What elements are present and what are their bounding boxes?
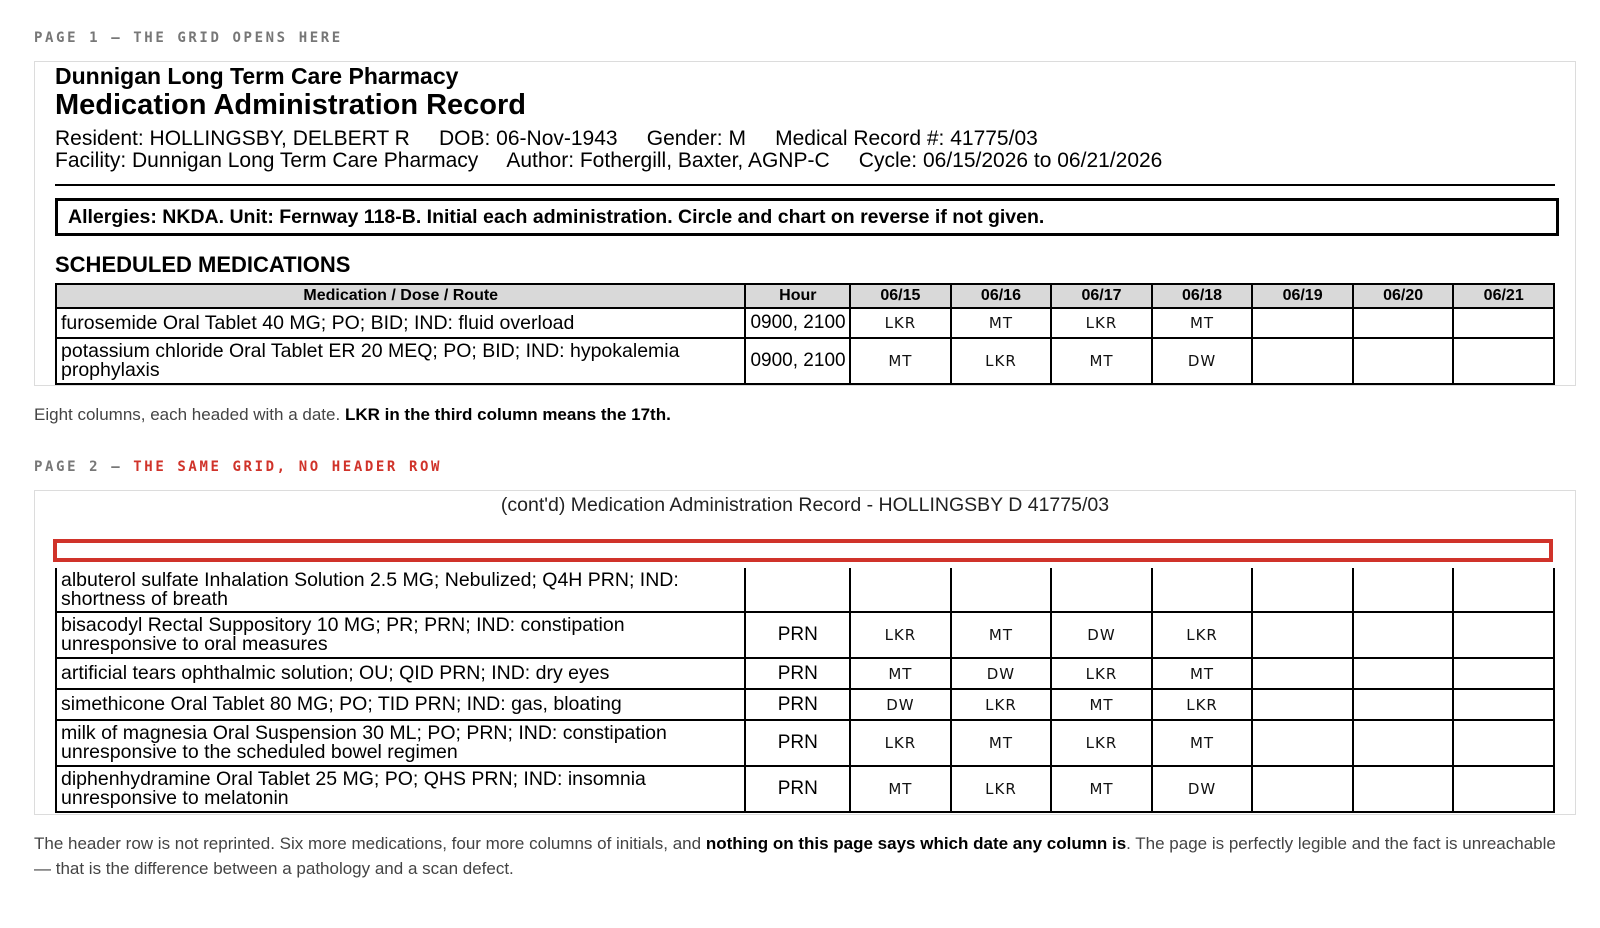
column-header-date: 06/21 xyxy=(1453,284,1554,308)
hour-cell: PRN xyxy=(745,689,850,720)
initials-cell xyxy=(1152,568,1253,612)
initials-cell xyxy=(1453,612,1554,658)
column-header-date: 06/16 xyxy=(951,284,1052,308)
initials-cell xyxy=(1252,658,1353,689)
caption-2-text-a: The header row is not reprinted. Six more medications, four more columns of initials, and xyxy=(34,834,706,853)
page-2-sheet xyxy=(34,490,1576,815)
page-2-label-prefix: PAGE 2 — xyxy=(34,459,123,475)
initials-cell: MT xyxy=(1051,338,1152,384)
initials-cell xyxy=(1453,720,1554,766)
pharmacy-name: Dunnigan Long Term Care Pharmacy xyxy=(55,63,459,89)
initials-cell: MT xyxy=(850,338,951,384)
table-row xyxy=(56,689,1554,720)
initials-cell: MT xyxy=(1152,720,1253,766)
initials-cell xyxy=(1453,338,1554,384)
initials-cell: LKR xyxy=(1152,612,1253,658)
hour-cell: 0900, 2100 xyxy=(745,308,850,338)
initials-cell xyxy=(1453,568,1554,612)
initials-cell: LKR xyxy=(951,689,1052,720)
medication-cell: diphenhydramine Oral Tablet 25 MG; PO; QHS PRN; IND: insomnia unresponsive to melatonin xyxy=(56,766,745,812)
initials-cell xyxy=(1453,308,1554,338)
resident-info-line: Resident: HOLLINGSBY, DELBERT R DOB: 06-Nov-1943 Gender: M Medical Record #: 41775/03 xyxy=(55,127,1038,150)
column-header-hour: Hour xyxy=(745,284,850,308)
section-title: SCHEDULED MEDICATIONS xyxy=(55,252,351,277)
column-header-date: 06/18 xyxy=(1152,284,1253,308)
initials-cell: MT xyxy=(951,612,1052,658)
initials-cell: LKR xyxy=(1051,308,1152,338)
continuation-medications-table xyxy=(55,568,1555,813)
column-header-medication: Medication / Dose / Route xyxy=(56,284,745,308)
initials-cell xyxy=(1252,720,1353,766)
initials-cell xyxy=(1453,689,1554,720)
initials-cell xyxy=(1453,658,1554,689)
initials-cell: MT xyxy=(951,720,1052,766)
column-header-date: 06/20 xyxy=(1353,284,1454,308)
hour-cell xyxy=(745,568,850,612)
initials-cell xyxy=(1453,766,1554,812)
caption-1-emphasis: LKR in the third column means the 17th. xyxy=(344,405,671,424)
caption-1-text: Eight columns, each headed with a date. xyxy=(34,405,345,424)
hour-cell: PRN xyxy=(745,720,850,766)
caption-2-emphasis: nothing on this page says which date any column is xyxy=(705,834,1127,853)
initials-cell: MT xyxy=(850,766,951,812)
initials-cell: MT xyxy=(1051,766,1152,812)
continuation-title: (cont'd) Medication Administration Record - HOLLINGSBY D 41775/03 xyxy=(500,494,1110,516)
initials-cell: MT xyxy=(1152,658,1253,689)
initials-cell xyxy=(1252,338,1353,384)
facility-info-line: Facility: Dunnigan Long Term Care Pharmacy Author: Fothergill, Baxter, AGNP-C Cycle: 06/15/2026 to 06/21/2026 xyxy=(55,149,1163,172)
caption-page-1 xyxy=(34,402,1564,427)
initials-cell: LKR xyxy=(951,338,1052,384)
table-row xyxy=(56,720,1554,766)
table-row xyxy=(56,338,1554,384)
initials-cell xyxy=(1252,766,1353,812)
table-row xyxy=(56,658,1554,689)
caption-2-text-b: . The page is perfectly legible and the fact is unreachable — that is the difference between a pathology and a scan defect. xyxy=(34,834,1556,878)
hour-cell: PRN xyxy=(745,658,850,689)
initials-cell xyxy=(1051,568,1152,612)
initials-cell xyxy=(1353,658,1454,689)
initials-cell: DW xyxy=(850,689,951,720)
header-rule xyxy=(55,184,1555,186)
hour-cell: PRN xyxy=(745,766,850,812)
table-row xyxy=(56,612,1554,658)
medication-cell: artificial tears ophthalmic solution; OU; QID PRN; IND: dry eyes xyxy=(56,658,745,689)
medication-cell: furosemide Oral Tablet 40 MG; PO; BID; IND: fluid overload xyxy=(56,308,745,338)
initials-cell: DW xyxy=(1051,612,1152,658)
page-1-sheet xyxy=(34,61,1576,386)
page-2-label xyxy=(34,459,442,475)
initials-cell: LKR xyxy=(951,766,1052,812)
scheduled-medications-table xyxy=(55,283,1555,385)
initials-cell xyxy=(1353,720,1454,766)
initials-cell xyxy=(1353,568,1454,612)
initials-cell xyxy=(1353,766,1454,812)
column-header-date: 06/19 xyxy=(1252,284,1353,308)
page-2-label-highlight: THE SAME GRID, NO HEADER ROW xyxy=(133,459,443,475)
column-header-date: 06/17 xyxy=(1051,284,1152,308)
initials-cell: DW xyxy=(1152,766,1253,812)
hour-cell: PRN xyxy=(745,612,850,658)
page-1-label: PAGE 1 — THE GRID OPENS HERE xyxy=(34,30,343,46)
initials-cell: MT xyxy=(1152,308,1253,338)
initials-cell: LKR xyxy=(1051,658,1152,689)
initials-cell: LKR xyxy=(850,612,951,658)
initials-cell: MT xyxy=(951,308,1052,338)
initials-cell xyxy=(1353,689,1454,720)
initials-cell: DW xyxy=(1152,338,1253,384)
initials-cell xyxy=(1252,568,1353,612)
initials-cell xyxy=(1252,612,1353,658)
initials-cell xyxy=(1252,689,1353,720)
initials-cell xyxy=(951,568,1052,612)
medication-cell: simethicone Oral Tablet 80 MG; PO; TID PRN; IND: gas, bloating xyxy=(56,689,745,720)
column-header-date: 06/15 xyxy=(850,284,951,308)
record-title: Medication Administration Record xyxy=(55,89,527,121)
caption-page-2 xyxy=(34,831,1564,881)
initials-cell xyxy=(850,568,951,612)
medication-cell: bisacodyl Rectal Suppository 10 MG; PR; PRN; IND: constipation unresponsive to oral measures xyxy=(56,612,745,658)
initials-cell: LKR xyxy=(850,308,951,338)
initials-cell: DW xyxy=(951,658,1052,689)
missing-header-highlight xyxy=(53,539,1553,562)
medication-cell: milk of magnesia Oral Suspension 30 ML; PO; PRN; IND: constipation unresponsive to the scheduled bowel regimen xyxy=(56,720,745,766)
initials-cell: LKR xyxy=(1051,720,1152,766)
table-row xyxy=(56,308,1554,338)
table-row xyxy=(56,568,1554,612)
initials-cell: MT xyxy=(1051,689,1152,720)
initials-cell xyxy=(1353,612,1454,658)
allergy-box: Allergies: NKDA. Unit: Fernway 118-B. Initial each administration. Circle and chart on reverse if not given. xyxy=(55,198,1559,236)
initials-cell: LKR xyxy=(850,720,951,766)
table-row xyxy=(56,766,1554,812)
initials-cell xyxy=(1353,308,1454,338)
initials-cell xyxy=(1353,338,1454,384)
table-header-row xyxy=(56,284,1554,308)
medication-cell: albuterol sulfate Inhalation Solution 2.5 MG; Nebulized; Q4H PRN; IND: shortness of breath xyxy=(56,568,745,612)
initials-cell: MT xyxy=(850,658,951,689)
medication-cell: potassium chloride Oral Tablet ER 20 MEQ; PO; BID; IND: hypokalemia prophylaxis xyxy=(56,338,745,384)
hour-cell: 0900, 2100 xyxy=(745,338,850,384)
initials-cell: LKR xyxy=(1152,689,1253,720)
initials-cell xyxy=(1252,308,1353,338)
